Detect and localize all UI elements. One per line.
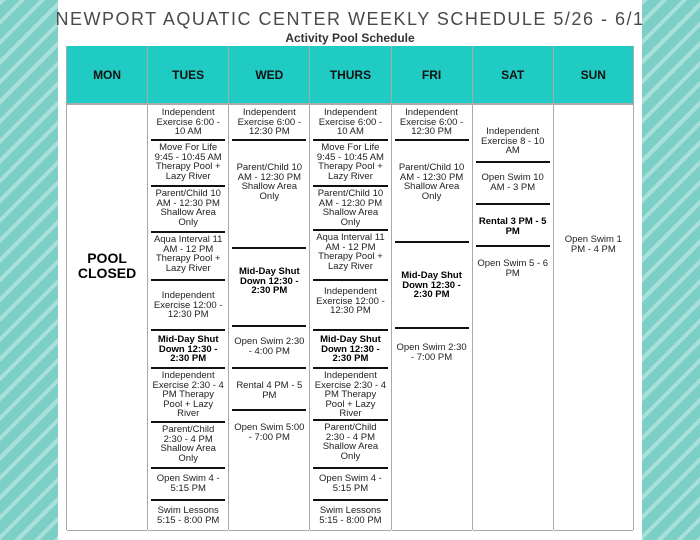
divider bbox=[151, 499, 225, 501]
schedule-item: Independent Exercise 2:30 - 4 PM Therapy Pool + Lazy River bbox=[314, 370, 387, 419]
schedule-item: Independent Exercise 6:00 - 12:30 PM bbox=[237, 107, 301, 137]
day-body-wed bbox=[229, 105, 309, 531]
column-tues bbox=[147, 46, 228, 530]
schedule-item: Open Swim 5 - 6 PM bbox=[477, 258, 549, 279]
schedule-item: Parent/Child 2:30 - 4 PM Shallow Area Only bbox=[160, 424, 216, 464]
schedule-item: Open Swim 1 PM - 4 PM bbox=[564, 234, 622, 255]
day-body-fri bbox=[392, 105, 472, 531]
schedule-item: Move For Life 9:45 - 10:45 AM Therapy Pool + Lazy River bbox=[316, 142, 384, 182]
divider bbox=[313, 279, 387, 281]
divider bbox=[232, 409, 306, 411]
schedule-item: Open Swim 2:30 - 4:00 PM bbox=[234, 336, 305, 357]
divider bbox=[151, 329, 225, 331]
schedule-item: Independent Exercise 12:00 - 12:30 PM bbox=[316, 286, 385, 316]
divider bbox=[313, 139, 387, 141]
divider bbox=[232, 367, 306, 369]
day-header-thurs: THURS bbox=[310, 46, 390, 105]
schedule-item-shutdown: Mid-Day Shut Down 12:30 - 2:30 PM bbox=[401, 270, 462, 300]
schedule-item: Open Swim 4 - 5:15 PM bbox=[319, 473, 382, 494]
schedule-item-shutdown: Mid-Day Shut Down 12:30 - 2:30 PM bbox=[320, 334, 381, 364]
divider bbox=[395, 327, 469, 329]
schedule-item: Independent Exercise 6:00 - 10 AM bbox=[156, 107, 220, 137]
schedule-item-shutdown: Mid-Day Shut Down 12:30 - 2:30 PM bbox=[157, 334, 219, 364]
divider bbox=[151, 185, 225, 187]
day-header-fri: FRI bbox=[392, 46, 472, 105]
column-sat bbox=[472, 46, 553, 530]
day-header-tues: TUES bbox=[148, 46, 228, 105]
schedule-item-shutdown: Mid-Day Shut Down 12:30 - 2:30 PM bbox=[238, 266, 300, 296]
schedule-item: Independent Exercise 6:00 - 12:30 PM bbox=[399, 107, 464, 137]
divider bbox=[313, 329, 387, 331]
divider bbox=[395, 139, 469, 141]
page-subtitle: Activity Pool Schedule bbox=[285, 31, 415, 45]
divider bbox=[313, 185, 387, 187]
day-header-mon: MON bbox=[67, 46, 147, 105]
schedule-item: Open Swim 5:00 - 7:00 PM bbox=[234, 422, 305, 443]
wave-pattern-right bbox=[642, 0, 700, 540]
day-header-wed: WED bbox=[229, 46, 309, 105]
schedule-item: Swim Lessons 5:15 - 8:00 PM bbox=[157, 505, 220, 526]
divider bbox=[313, 419, 387, 421]
divider bbox=[313, 229, 387, 231]
schedule-item: Independent Exercise 8 - 10 AM bbox=[481, 126, 545, 156]
wave-pattern-left bbox=[0, 0, 58, 540]
schedule-item-rental: Rental 3 PM - 5 PM bbox=[478, 216, 547, 237]
day-header-sat: SAT bbox=[473, 46, 553, 105]
column-thurs bbox=[309, 46, 390, 530]
schedule-item: Open Swim 2:30 - 7:00 PM bbox=[396, 342, 467, 363]
day-body-sun bbox=[554, 105, 633, 531]
column-fri bbox=[391, 46, 472, 530]
schedule-item: Parent/Child 10 AM - 12:30 PM Shallow Area Only bbox=[236, 162, 303, 202]
divider bbox=[395, 241, 469, 243]
divider bbox=[151, 421, 225, 423]
day-body-mon bbox=[67, 105, 147, 531]
schedule-item: Independent Exercise 6:00 - 10 AM bbox=[318, 107, 383, 137]
schedule-item: Independent Exercise 2:30 - 4 PM Therapy Pool + Lazy River bbox=[152, 370, 224, 419]
divider bbox=[476, 161, 550, 163]
divider bbox=[476, 245, 550, 247]
divider bbox=[476, 203, 550, 205]
schedule-grid bbox=[66, 46, 634, 530]
divider bbox=[313, 367, 387, 369]
day-body-sat bbox=[473, 105, 553, 531]
schedule-item: Aqua Interval 11 AM - 12 PM Therapy Pool + Lazy River bbox=[316, 232, 385, 272]
divider bbox=[151, 467, 225, 469]
day-body-tues bbox=[148, 105, 228, 531]
schedule-item: Parent/Child 10 AM - 12:30 PM Shallow Area Only bbox=[155, 188, 221, 228]
schedule-item: Parent/Child 10 AM - 12:30 PM Shallow Area Only bbox=[398, 162, 465, 202]
divider bbox=[232, 139, 306, 141]
schedule-item: Parent/Child 2:30 - 4 PM Shallow Area Only bbox=[322, 422, 379, 462]
divider bbox=[151, 231, 225, 233]
divider bbox=[151, 279, 225, 281]
divider bbox=[151, 139, 225, 141]
column-wed bbox=[228, 46, 309, 530]
pool-closed-label: POOL CLOSED bbox=[77, 250, 137, 281]
schedule-item: Open Swim 10 AM - 3 PM bbox=[481, 172, 544, 193]
schedule-item: Open Swim 4 - 5:15 PM bbox=[156, 473, 220, 494]
divider bbox=[232, 247, 306, 249]
day-header-sun: SUN bbox=[554, 46, 633, 105]
divider bbox=[313, 467, 387, 469]
schedule-item: Rental 4 PM - 5 PM bbox=[236, 380, 303, 401]
day-body-thurs bbox=[310, 105, 390, 531]
schedule-item: Aqua Interval 11 AM - 12 PM Therapy Pool + Lazy River bbox=[153, 234, 223, 274]
page-title: NEWPORT AQUATIC CENTER WEEKLY SCHEDULE 5/26 - 6/1 bbox=[55, 9, 645, 29]
schedule-item: Swim Lessons 5:15 - 8:00 PM bbox=[319, 505, 382, 526]
divider bbox=[313, 499, 387, 501]
divider bbox=[232, 325, 306, 327]
schedule-item: Parent/Child 10 AM - 12:30 PM Shallow Area Only bbox=[317, 188, 384, 228]
schedule-item: Independent Exercise 12:00 - 12:30 PM bbox=[153, 290, 223, 320]
column-sun bbox=[553, 46, 634, 530]
schedule-item: Move For Life 9:45 - 10:45 AM Therapy Pool + Lazy River bbox=[154, 142, 222, 182]
divider bbox=[151, 367, 225, 369]
column-mon bbox=[66, 46, 147, 530]
